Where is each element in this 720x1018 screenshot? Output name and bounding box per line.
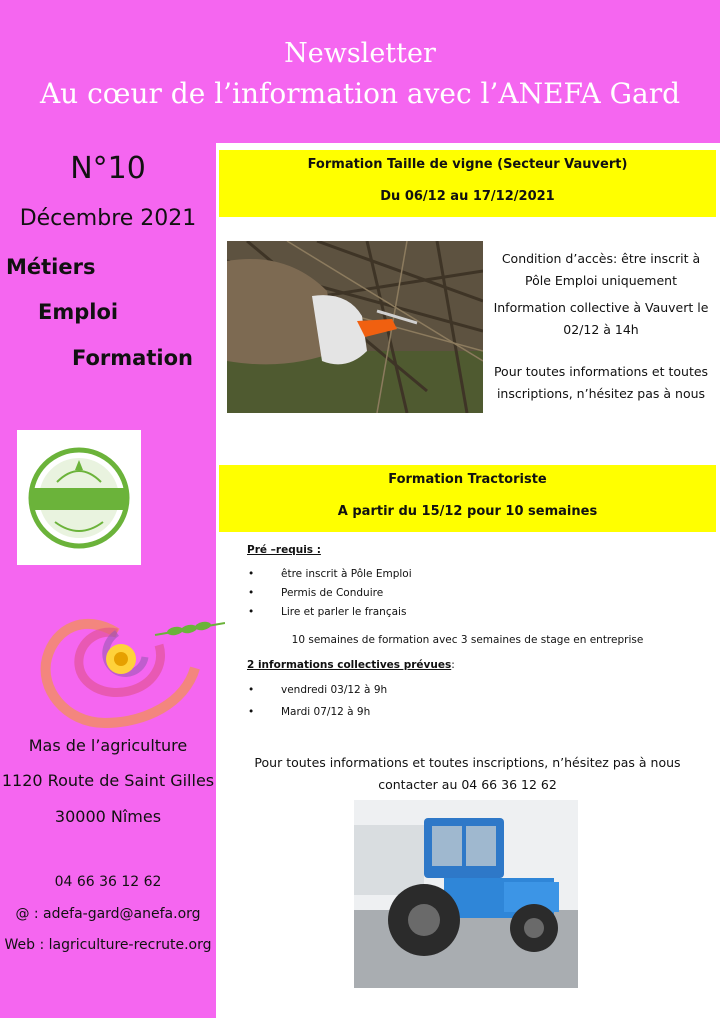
- issue-number: N°10: [70, 151, 146, 186]
- prereq-item: Permis de Conduire: [281, 587, 384, 599]
- prereq-heading: Pré –requis :: [247, 544, 321, 556]
- section2-contact-line2: contacter au 04 66 36 12 62: [378, 777, 557, 792]
- section1-condition: Condition d’accès: être inscrit à Pôle Emploi uniquement: [501, 251, 701, 288]
- website-link[interactable]: Web : lagriculture-recrute.org: [4, 937, 212, 953]
- keyword-emploi: Emploi: [38, 300, 119, 324]
- address-line-2: 1120 Route de Saint Gilles: [1, 771, 215, 790]
- section2-dates: A partir du 15/12 pour 10 semaines: [337, 504, 598, 519]
- bullet: •: [248, 684, 255, 696]
- keyword-formation: Formation: [72, 346, 193, 370]
- collective-date: vendredi 03/12 à 9h: [281, 684, 388, 696]
- section1-banner: [219, 150, 716, 217]
- section1-title: Formation Taille de vigne (Secteur Vauvert): [307, 157, 628, 172]
- sidebar: [0, 143, 216, 1018]
- prereq-item: Lire et parler le français: [281, 606, 407, 618]
- section1-contact: Pour toutes informations et toutes inscriptions, n’hésitez pas à nous: [493, 364, 709, 401]
- section2-contact: [219, 752, 716, 796]
- address-line-1: Mas de l’agriculture: [28, 736, 188, 755]
- collective-heading: [247, 659, 455, 671]
- keyword-metiers: Métiers: [6, 255, 96, 279]
- prereq-item: être inscrit à Pôle Emploi: [281, 568, 412, 580]
- newsletter-header: [0, 0, 720, 143]
- bullet: •: [248, 568, 255, 580]
- address-line-3: 30000 Nîmes: [54, 807, 162, 826]
- email-link[interactable]: @ : adefa-gard@anefa.org: [15, 906, 201, 922]
- bullet: •: [248, 606, 255, 618]
- bullet: •: [248, 706, 255, 718]
- newsletter-subtitle: Au cœur de l’information avec l’ANEFA Gard: [39, 77, 681, 110]
- phone-number: 04 66 36 12 62: [54, 874, 162, 890]
- stage-description: 10 semaines de formation avec 3 semaines de stage en entreprise: [291, 634, 644, 646]
- collective-heading-suffix: :: [451, 659, 455, 671]
- section1-info-session: Information collective à Vauvert le 02/12 à 14h: [493, 300, 709, 337]
- section2-contact-line1: Pour toutes informations et toutes inscriptions, n’hésitez pas à nous: [254, 755, 681, 770]
- bullet: •: [248, 587, 255, 599]
- collective-date: Mardi 07/12 à 9h: [281, 706, 371, 718]
- issue-month: Décembre 2021: [19, 206, 197, 231]
- section1-dates: Du 06/12 au 17/12/2021: [380, 189, 555, 204]
- collective-heading-text: 2 informations collectives prévues: [247, 659, 452, 671]
- section2-banner: [219, 465, 716, 532]
- word-cloud-graphic: [25, 573, 225, 743]
- tractor-photo: [354, 800, 578, 988]
- newsletter-title: Newsletter: [284, 38, 436, 69]
- agriculture-recrute-logo: [17, 430, 141, 565]
- section2-title: Formation Tractoriste: [388, 472, 547, 487]
- vine-pruning-photo: [227, 241, 483, 413]
